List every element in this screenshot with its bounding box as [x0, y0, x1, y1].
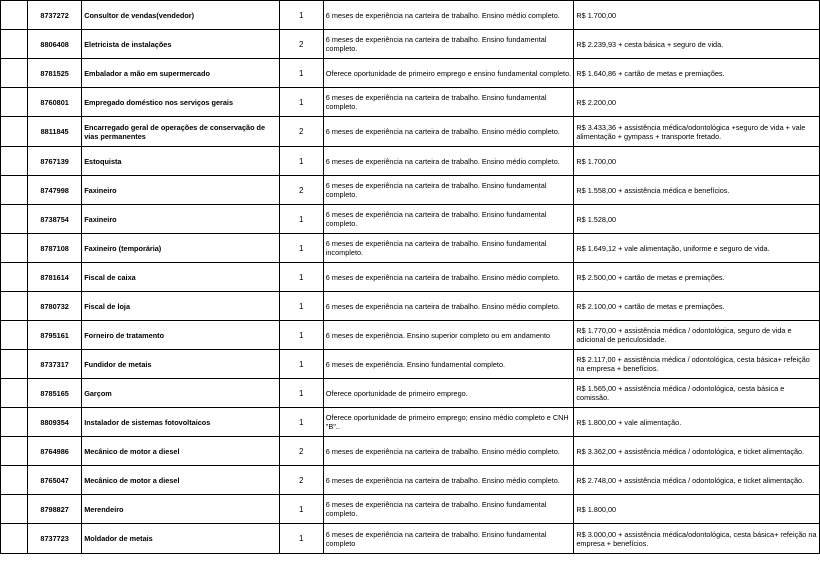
vacancy-count: 2: [279, 117, 323, 147]
salary-benefits: R$ 2.500,00 + cartão de metas e premiações.: [574, 263, 820, 292]
requirements: 6 meses de experiência. Ensino fundamental completo.: [323, 350, 574, 379]
table-row: [1, 88, 820, 117]
job-code: 8760801: [28, 88, 82, 117]
vacancy-count: 1: [279, 379, 323, 408]
row-index-cell: [1, 466, 28, 495]
salary-benefits: R$ 2.117,00 + assistência médica / odontológica, cesta básica+ refeição na empresa + benefícios.: [574, 350, 820, 379]
vacancy-count: 1: [279, 205, 323, 234]
job-title: Faxineiro (temporária): [82, 234, 279, 263]
vacancy-count: 1: [279, 495, 323, 524]
job-title: Consultor de vendas(vendedor): [82, 1, 279, 30]
requirements: 6 meses de experiência na carteira de trabalho. Ensino médio completo.: [323, 147, 574, 176]
job-title: Garçom: [82, 379, 279, 408]
salary-benefits: R$ 2.100,00 + cartão de metas e premiações.: [574, 292, 820, 321]
row-index-cell: [1, 234, 28, 263]
row-index-cell: [1, 205, 28, 234]
job-code: 8764986: [28, 437, 82, 466]
job-title: Fundidor de metais: [82, 350, 279, 379]
job-title: Mecânico de motor a diesel: [82, 437, 279, 466]
table-row: [1, 321, 820, 350]
job-code: 8737723: [28, 524, 82, 554]
salary-benefits: R$ 1.528,00: [574, 205, 820, 234]
row-index-cell: [1, 117, 28, 147]
table-row: [1, 350, 820, 379]
job-title: Empregado doméstico nos serviços gerais: [82, 88, 279, 117]
job-title: Faxineiro: [82, 205, 279, 234]
vacancy-count: 1: [279, 321, 323, 350]
salary-benefits: R$ 1.800,00: [574, 495, 820, 524]
requirements: 6 meses de experiência na carteira de trabalho. Ensino médio completo.: [323, 117, 574, 147]
vacancy-count: 1: [279, 1, 323, 30]
job-code: 8787108: [28, 234, 82, 263]
vacancy-count: 2: [279, 176, 323, 205]
table-row: [1, 1, 820, 30]
table-row: [1, 176, 820, 205]
job-code: 8806408: [28, 30, 82, 59]
table-row: [1, 524, 820, 554]
job-code: 8737317: [28, 350, 82, 379]
vacancy-count: 1: [279, 234, 323, 263]
table-row: [1, 59, 820, 88]
row-index-cell: [1, 408, 28, 437]
job-code: 8738754: [28, 205, 82, 234]
job-title: Mecânico de motor a diesel: [82, 466, 279, 495]
vacancy-count: 1: [279, 408, 323, 437]
row-index-cell: [1, 1, 28, 30]
row-index-cell: [1, 495, 28, 524]
row-index-cell: [1, 379, 28, 408]
job-listings-body: [1, 1, 820, 554]
table-row: [1, 379, 820, 408]
salary-benefits: R$ 2.200,00: [574, 88, 820, 117]
requirements: 6 meses de experiência na carteira de trabalho. Ensino fundamental completo.: [323, 205, 574, 234]
row-index-cell: [1, 88, 28, 117]
requirements: 6 meses de experiência. Ensino superior completo ou em andamento: [323, 321, 574, 350]
table-row: [1, 495, 820, 524]
vacancy-count: 2: [279, 466, 323, 495]
vacancy-count: 1: [279, 292, 323, 321]
job-code: 8798827: [28, 495, 82, 524]
table-row: [1, 292, 820, 321]
job-code: 8767139: [28, 147, 82, 176]
requirements: 6 meses de experiência na carteira de trabalho. Ensino fundamental completo.: [323, 88, 574, 117]
table-row: [1, 408, 820, 437]
vacancy-count: 2: [279, 30, 323, 59]
job-code: 8785165: [28, 379, 82, 408]
vacancy-count: 1: [279, 147, 323, 176]
requirements: 6 meses de experiência na carteira de trabalho. Ensino fundamental incompleto.: [323, 234, 574, 263]
row-index-cell: [1, 350, 28, 379]
job-title: Fiscal de loja: [82, 292, 279, 321]
requirements: Oferece oportunidade de primeiro emprego e ensino fundamental completo.: [323, 59, 574, 88]
requirements: 6 meses de experiência na carteira de trabalho. Ensino médio completo.: [323, 466, 574, 495]
job-code: 8809354: [28, 408, 82, 437]
requirements: 6 meses de experiência na carteira de trabalho. Ensino médio completo.: [323, 263, 574, 292]
table-row: [1, 147, 820, 176]
table-row: [1, 205, 820, 234]
requirements: 6 meses de experiência na carteira de trabalho. Ensino fundamental completo.: [323, 495, 574, 524]
requirements: 6 meses de experiência na carteira de trabalho. Ensino médio completo.: [323, 292, 574, 321]
job-title: Forneiro de tratamento: [82, 321, 279, 350]
table-row: [1, 234, 820, 263]
row-index-cell: [1, 263, 28, 292]
job-title: Eletricista de instalações: [82, 30, 279, 59]
job-title: Merendeiro: [82, 495, 279, 524]
table-row: [1, 117, 820, 147]
vacancy-count: 1: [279, 59, 323, 88]
job-code: 8765047: [28, 466, 82, 495]
requirements: Oferece oportunidade de primeiro emprego.: [323, 379, 574, 408]
row-index-cell: [1, 176, 28, 205]
salary-benefits: R$ 2.239,93 + cesta básica + seguro de vida.: [574, 30, 820, 59]
requirements: 6 meses de experiência na carteira de trabalho. Ensino médio completo.: [323, 1, 574, 30]
job-title: Faxineiro: [82, 176, 279, 205]
requirements: 6 meses de experiência na carteira de trabalho. Ensino médio completo.: [323, 437, 574, 466]
requirements: 6 meses de experiência na carteira de trabalho. Ensino fundamental completo.: [323, 176, 574, 205]
salary-benefits: R$ 1.770,00 + assistência médica / odontológica, seguro de vida e adicional de periculosidade.: [574, 321, 820, 350]
job-code: 8811845: [28, 117, 82, 147]
salary-benefits: R$ 3.433,36 + assistência médica/odontológica +seguro de vida + vale alimentação + gympass + transporte fretado.: [574, 117, 820, 147]
vacancy-count: 1: [279, 88, 323, 117]
salary-benefits: R$ 1.649,12 + vale alimentação, uniforme e seguro de vida.: [574, 234, 820, 263]
job-code: 8747998: [28, 176, 82, 205]
job-title: Encarregado geral de operações de conservação de vias permanentes: [82, 117, 279, 147]
salary-benefits: R$ 1.700,00: [574, 147, 820, 176]
table-row: [1, 437, 820, 466]
job-code: 8737272: [28, 1, 82, 30]
row-index-cell: [1, 292, 28, 321]
vacancy-count: 1: [279, 263, 323, 292]
requirements: Oferece oportunidade de primeiro emprego; ensino médio completo e CNH "B"..: [323, 408, 574, 437]
row-index-cell: [1, 321, 28, 350]
row-index-cell: [1, 59, 28, 88]
row-index-cell: [1, 30, 28, 59]
salary-benefits: R$ 1.700,00: [574, 1, 820, 30]
row-index-cell: [1, 437, 28, 466]
table-row: [1, 30, 820, 59]
row-index-cell: [1, 147, 28, 176]
job-title: Fiscal de caixa: [82, 263, 279, 292]
job-code: 8781614: [28, 263, 82, 292]
salary-benefits: R$ 2.748,00 + assistência médica / odontológica, e ticket alimentação.: [574, 466, 820, 495]
vacancy-count: 1: [279, 350, 323, 379]
job-title: Estoquista: [82, 147, 279, 176]
table-row: [1, 263, 820, 292]
row-index-cell: [1, 524, 28, 554]
salary-benefits: R$ 1.565,00 + assistência médica / odontológica, cesta básica e comissão.: [574, 379, 820, 408]
job-title: Instalador de sistemas fotovoltaicos: [82, 408, 279, 437]
salary-benefits: R$ 1.558,00 + assistência médica e benefícios.: [574, 176, 820, 205]
job-code: 8795161: [28, 321, 82, 350]
salary-benefits: R$ 1.640,86 + cartão de metas e premiações.: [574, 59, 820, 88]
salary-benefits: R$ 3.000,00 + assistência médica/odontológica, cesta básica+ refeição na empresa + benefícios.: [574, 524, 820, 554]
job-code: 8781525: [28, 59, 82, 88]
table-row: [1, 466, 820, 495]
requirements: 6 meses de experiência na carteira de trabalho. Ensino fundamental completo: [323, 524, 574, 554]
job-title: Moldador de metais: [82, 524, 279, 554]
job-title: Embalador a mão em supermercado: [82, 59, 279, 88]
salary-benefits: R$ 3.362,00 + assistência médica / odontológica, e ticket alimentação.: [574, 437, 820, 466]
requirements: 6 meses de experiência na carteira de trabalho. Ensino fundamental completo.: [323, 30, 574, 59]
vacancy-count: 2: [279, 437, 323, 466]
vacancy-count: 1: [279, 524, 323, 554]
job-code: 8780732: [28, 292, 82, 321]
salary-benefits: R$ 1.800,00 + vale alimentação.: [574, 408, 820, 437]
